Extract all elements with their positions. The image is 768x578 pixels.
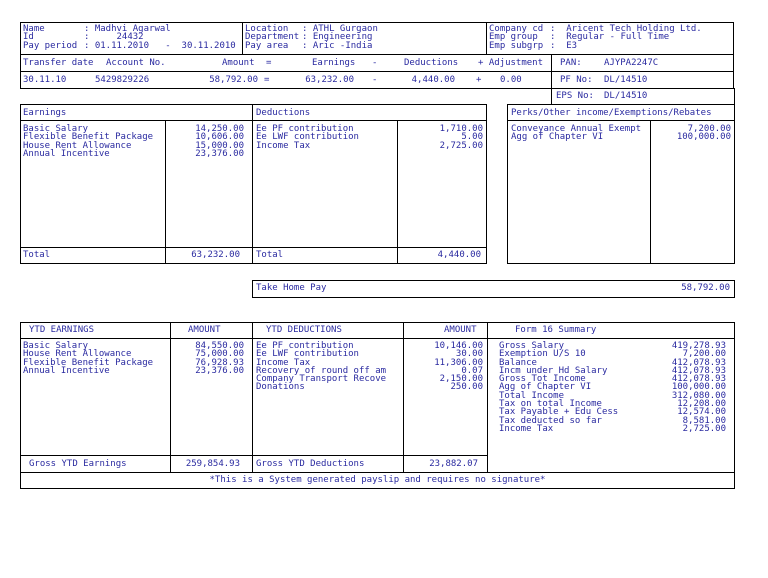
list-item: 10,606.00 (195, 132, 244, 143)
emp-subgrp-label: Emp subgrp (489, 41, 544, 51)
adjustment-header: + Adjustment (478, 58, 544, 68)
list-item: Annual Incentive (23, 148, 110, 159)
transfer-date-header: Transfer date (23, 58, 94, 68)
divider (165, 120, 166, 264)
earnings-total-label: Total (23, 250, 51, 260)
list-item: 2,725.00 (682, 423, 726, 434)
footer-note: *This is a System generated payslip and requires no signature* (209, 475, 546, 485)
list-item: 100,000.00 (676, 132, 731, 143)
list-item: 7,200.00 (687, 124, 731, 134)
divider (734, 88, 735, 104)
divider (252, 322, 253, 472)
list-item: Agg of Chapter VI (511, 132, 604, 143)
form16-amounts (640, 342, 726, 433)
deductions-total-value: 4,440.00 (437, 250, 481, 260)
list-item: Ee LWF contribution (256, 132, 359, 143)
list-item: 76,928.93 (195, 357, 244, 368)
earnings-amounts (170, 125, 244, 158)
take-home-value: 58,792.00 (681, 283, 730, 293)
ytd-earnings-amounts (175, 342, 244, 375)
list-item: Tax Payable + Edu Cess (499, 407, 619, 418)
list-item: Exemption U/S 10 (499, 349, 586, 360)
earnings-total-value: 63,232.00 (191, 250, 240, 260)
list-item: Recovery of round off am (256, 365, 387, 376)
divider (20, 472, 735, 473)
list-item: Basic Salary (23, 341, 89, 351)
list-item: 5.00 (461, 132, 483, 143)
list-item: Gross Tot Income (499, 374, 586, 385)
list-item: 15,000.00 (195, 140, 244, 151)
pf-value: DL/14510 (604, 75, 648, 85)
list-item: House Rent Allowance (23, 140, 132, 151)
list-item: 100,000.00 (671, 382, 726, 393)
deductions-amounts (400, 125, 483, 150)
list-item: 30.00 (455, 349, 483, 360)
pay-period-value: : 01.11.2010 - 30.11.2010 (84, 41, 236, 51)
transfer-adjustment: 0.00 (500, 75, 522, 85)
list-item: 412,078.93 (671, 357, 726, 368)
list-item: 23,376.00 (195, 148, 244, 159)
list-item: Basic Salary (23, 124, 89, 134)
divider (650, 120, 651, 264)
divider (486, 22, 487, 55)
ytd-deductions-amounts (407, 342, 483, 392)
list-item: 14,250.00 (195, 124, 244, 134)
divider (551, 71, 734, 72)
list-item: 250.00 (450, 382, 483, 393)
ytd-earnings-title: YTD EARNINGS (29, 325, 95, 335)
id-label: Id (23, 32, 34, 42)
pay-area-label: Pay area (245, 41, 289, 51)
list-item: 7,200.00 (682, 349, 726, 360)
earnings-title: Earnings (23, 108, 67, 118)
list-item: Flexible Benefit Package (23, 357, 154, 368)
list-item: Agg of Chapter VI (499, 382, 592, 393)
list-item: 412,078.93 (671, 374, 726, 385)
department-value: : Engineering (302, 32, 373, 42)
take-home-label: Take Home Pay (256, 283, 327, 293)
transfer-earnings: 63,232.00 (305, 75, 354, 85)
department-label: Department (245, 32, 300, 42)
list-item: Annual Incentive (23, 365, 110, 376)
divider (507, 120, 735, 121)
divider (397, 120, 398, 264)
account-no-header: Account No. (106, 58, 166, 68)
divider (20, 120, 487, 121)
divider (242, 22, 243, 55)
deductions-items (256, 125, 359, 150)
divider (403, 322, 404, 472)
list-item: Income Tax (256, 140, 311, 151)
divider (551, 54, 552, 104)
deductions-header: Deductions (404, 58, 459, 68)
location-label: Location (245, 24, 289, 34)
list-item: 1,710.00 (439, 124, 483, 134)
list-item: 12,208.00 (677, 399, 726, 410)
name-value: : Madhvi Agarwal (84, 24, 171, 34)
form16-title: Form 16 Summary (515, 325, 597, 335)
id-value: : 24432 (84, 32, 144, 42)
gross-ytd-earnings-value: 259,854.93 (185, 459, 240, 469)
gross-ytd-deductions-value: 23,882.07 (429, 459, 478, 469)
equals-sign: = (266, 58, 272, 68)
divider (170, 322, 171, 472)
deductions-title: Deductions (256, 108, 311, 118)
list-item: 8,581.00 (682, 415, 726, 426)
emp-group-value: : Regular - Full Time (550, 32, 670, 42)
list-item: 11,306.00 (434, 357, 483, 368)
gross-ytd-earnings-label: Gross YTD Earnings (29, 459, 127, 469)
list-item: Balance (499, 357, 537, 368)
list-item: Incm under Hd Salary (499, 365, 608, 376)
pan-value: AJYPA2247C (604, 58, 659, 68)
minus-sign: - (372, 58, 378, 68)
divider (20, 71, 551, 72)
transfer-date: 30.11.10 (23, 75, 67, 85)
eps-value: DL/14510 (604, 91, 648, 101)
equals-sign: = (264, 75, 270, 85)
perks-items (511, 125, 641, 142)
divider (487, 322, 488, 472)
list-item: Flexible Benefit Package (23, 132, 154, 143)
ytd-earnings-items (23, 342, 153, 375)
emp-subgrp-value: : E3 (550, 41, 578, 51)
ytd-deductions-items (256, 342, 386, 392)
earnings-items (23, 125, 153, 158)
list-item: 75,000.00 (195, 349, 244, 360)
ytd-deductions-amount-title: AMOUNT (444, 325, 477, 335)
company-cd-value: : Aricent Tech Holding Ltd. (550, 24, 702, 34)
location-value: : ATHL Gurgaon (302, 24, 378, 34)
list-item: 2,725.00 (439, 140, 483, 151)
account-number: 5429829226 (95, 75, 150, 85)
deductions-total-label: Total (256, 250, 284, 260)
transfer-deductions: 4,440.00 (411, 75, 455, 85)
amount-header: Amount (222, 58, 255, 68)
eps-label: EPS No: (556, 91, 594, 101)
pf-label: PF No: (560, 75, 593, 85)
list-item: Ee PF contribution (256, 124, 354, 134)
form16-items (499, 342, 618, 433)
list-item: Income Tax (499, 423, 554, 434)
perks-title: Perks/Other income/Exemptions/Rebates (511, 108, 712, 118)
gross-ytd-deductions-label: Gross YTD Deductions (256, 459, 365, 469)
list-item: Conveyance Annual Exempt (511, 124, 642, 134)
list-item: 10,146.00 (434, 341, 483, 351)
list-item: 12,574.00 (677, 407, 726, 418)
ytd-earnings-amount-title: AMOUNT (188, 325, 221, 335)
list-item: House Rent Allowance (23, 349, 132, 360)
list-item: 2,150.00 (439, 374, 483, 385)
list-item: Tax on total Income (499, 399, 602, 410)
list-item: Gross Salary (499, 341, 565, 351)
list-item: Ee LWF contribution (256, 349, 359, 360)
pay-period-label: Pay period (23, 41, 78, 51)
divider (20, 247, 487, 248)
list-item: 312,080.00 (671, 390, 726, 401)
divider (252, 104, 253, 264)
divider (551, 88, 734, 89)
earnings-header: Earnings (312, 58, 356, 68)
list-item: Income Tax (256, 357, 311, 368)
pay-area-value: : Aric -India (302, 41, 373, 51)
plus-sign: + (476, 75, 482, 85)
list-item: 0.07 (461, 365, 483, 376)
list-item: Tax deducted so far (499, 415, 602, 426)
minus-sign: - (372, 75, 378, 85)
list-item: Company Transport Recove (256, 374, 387, 385)
list-item: 419,278.93 (671, 341, 726, 351)
transfer-amount: 58,792.00 (209, 75, 258, 85)
divider (20, 338, 735, 339)
perks-amounts (655, 125, 731, 142)
pan-label: PAN: (560, 58, 582, 68)
emp-group-label: Emp group (489, 32, 538, 42)
list-item: 84,550.00 (195, 341, 244, 351)
list-item: Ee PF contribution (256, 341, 354, 351)
list-item: Total Income (499, 390, 565, 401)
ytd-deductions-title: YTD DEDUCTIONS (266, 325, 342, 335)
list-item: 412,078.93 (671, 365, 726, 376)
divider (20, 455, 487, 456)
company-cd-label: Company cd (489, 24, 544, 34)
list-item: 23,376.00 (195, 365, 244, 376)
name-label: Name (23, 24, 45, 34)
list-item: Donations (256, 382, 305, 393)
